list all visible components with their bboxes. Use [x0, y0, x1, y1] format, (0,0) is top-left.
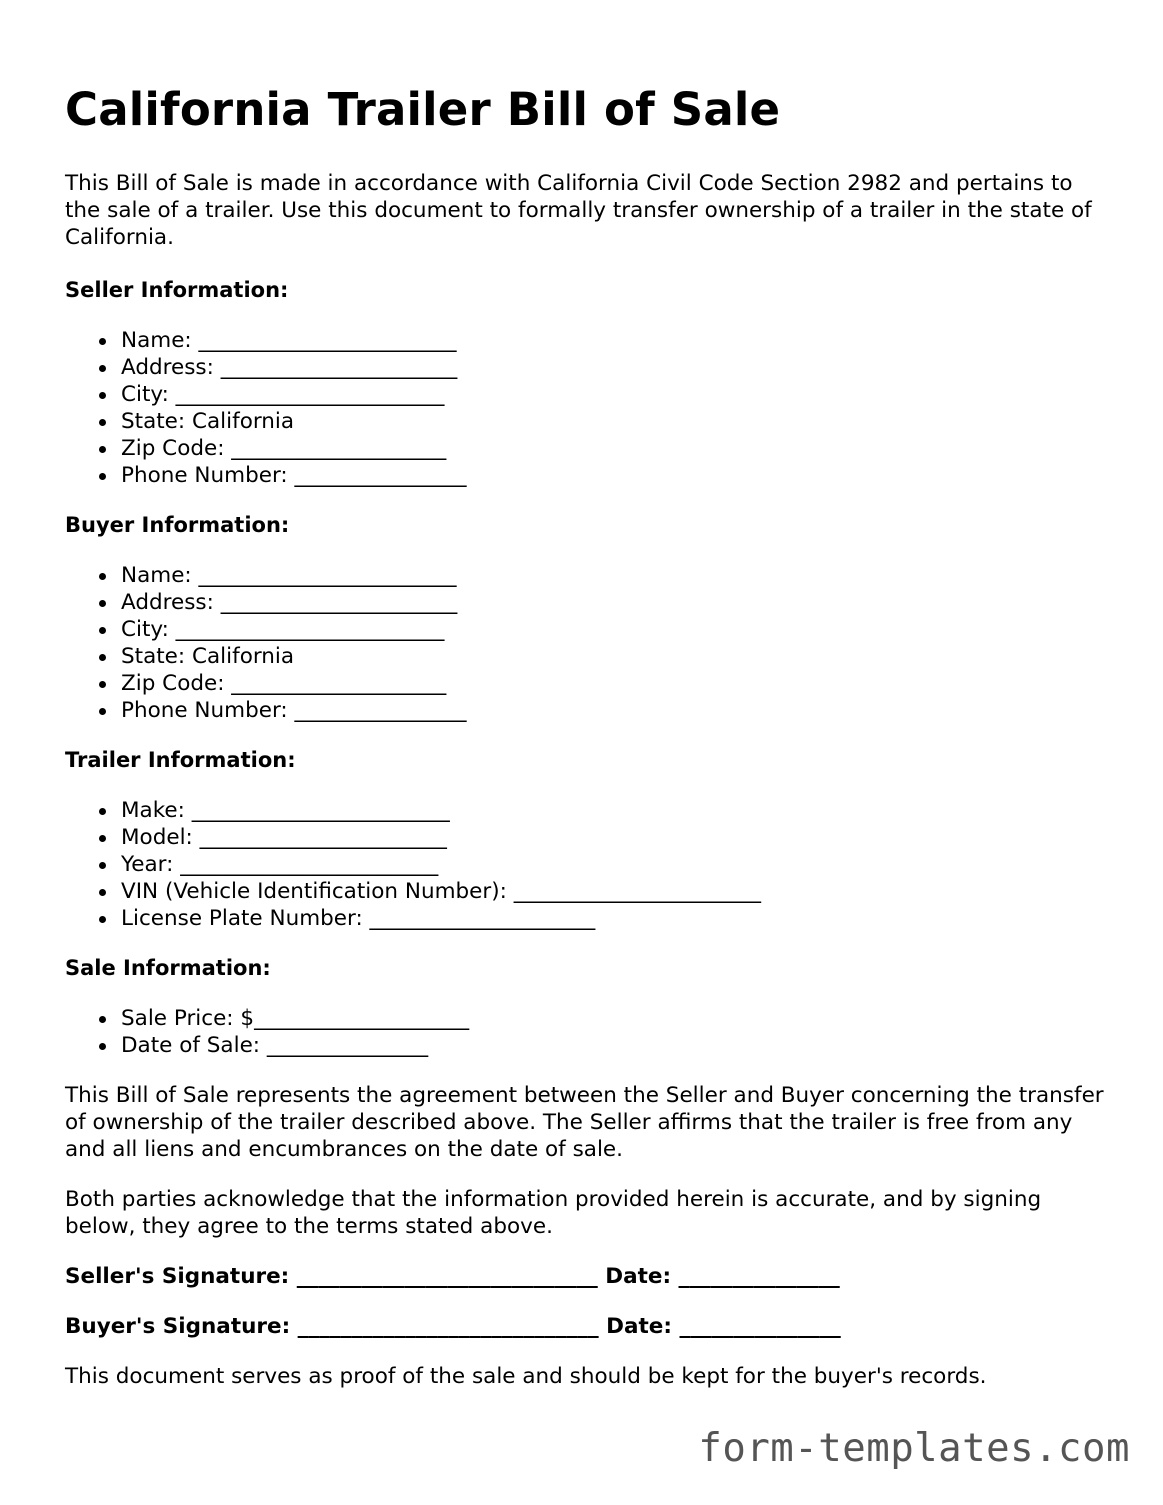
agreement-paragraph: This Bill of Sale represents the agreement between the Seller and Buyer concerning the transfer of ownership of the trailer described above. The Seller affirms that the trailer is free from any and all liens and encumbrances on the date of sale. — [65, 1083, 1104, 1162]
buyer-state-field: State: California — [121, 643, 1105, 670]
buyer-list — [65, 562, 1105, 724]
buyer-name-field: Name: ________________________ — [121, 562, 1105, 589]
buyer-city-field: City: _________________________ — [121, 616, 1105, 643]
seller-city-field: City: _________________________ — [121, 381, 1105, 408]
watermark-text: form-templates.com — [698, 1426, 1130, 1471]
sale-date-field: Date of Sale: _______________ — [121, 1032, 1105, 1059]
seller-phone-field: Phone Number: ________________ — [121, 462, 1105, 489]
sale-list — [65, 1005, 1105, 1059]
seller-name-field: Name: ________________________ — [121, 327, 1105, 354]
seller-list — [65, 327, 1105, 489]
trailer-year-field: Year: ________________________ — [121, 851, 1105, 878]
buyer-phone-field: Phone Number: ________________ — [121, 697, 1105, 724]
seller-signature-line: Seller's Signature: ____________________________ Date: _______________ — [65, 1264, 840, 1289]
seller-state-field: State: California — [121, 408, 1105, 435]
trailer-vin-field: VIN (Vehicle Identification Number): _______________________ — [121, 878, 1105, 905]
trailer-make-field: Make: ________________________ — [121, 797, 1105, 824]
trailer-model-field: Model: _______________________ — [121, 824, 1105, 851]
acknowledgement-paragraph: Both parties acknowledge that the information provided herein is accurate, and by signing below, they agree to the terms stated above. — [65, 1187, 1042, 1239]
seller-zip-field: Zip Code: ____________________ — [121, 435, 1105, 462]
buyer-address-field: Address: ______________________ — [121, 589, 1105, 616]
intro-paragraph: This Bill of Sale is made in accordance with California Civil Code Section 2982 and pertains to the sale of a trailer. Use this document to formally transfer ownership of a trailer in the state of California. — [65, 171, 1092, 250]
buyer-heading: Buyer Information: — [65, 513, 290, 537]
trailer-list — [65, 797, 1105, 932]
buyer-signature-line: Buyer's Signature: ____________________________ Date: _______________ — [65, 1314, 841, 1339]
closing-paragraph: This document serves as proof of the sale and should be kept for the buyer's records. — [65, 1364, 987, 1389]
trailer-plate-field: License Plate Number: _____________________ — [121, 905, 1105, 932]
buyer-zip-field: Zip Code: ____________________ — [121, 670, 1105, 697]
seller-address-field: Address: ______________________ — [121, 354, 1105, 381]
sale-price-field: Sale Price: $____________________ — [121, 1005, 1105, 1032]
document-title: California Trailer Bill of Sale — [65, 83, 781, 136]
sale-heading: Sale Information: — [65, 956, 271, 980]
seller-heading: Seller Information: — [65, 278, 289, 302]
document-page — [65, 78, 1105, 1390]
trailer-heading: Trailer Information: — [65, 748, 296, 772]
